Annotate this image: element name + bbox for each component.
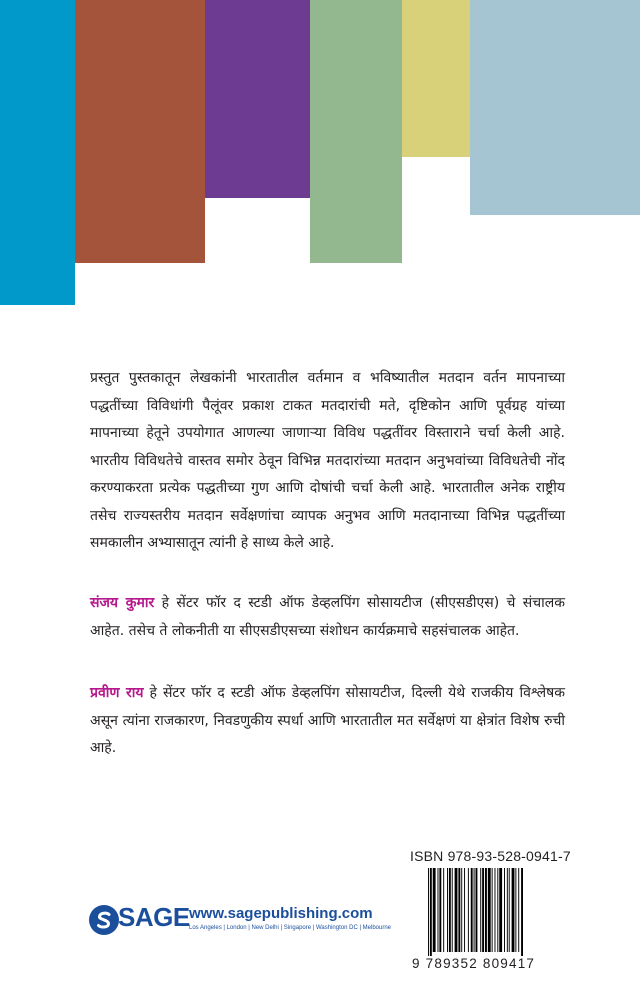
barcode-bar bbox=[499, 868, 502, 952]
sage-s-logo-icon bbox=[88, 904, 120, 936]
barcode-bar bbox=[497, 868, 498, 952]
author-bio-text-1: हे सेंटर फॉर द स्टडी ऑफ डेव्हलपिंग सोसायटीज (सीएसडीएस) चे संचालक आहेत. तसेच ते लोकनीती या सीएसडीएसच्या संशोधन कार्यक्रमाचे सहसंचालक आहेत. bbox=[90, 595, 565, 639]
barcode-bar bbox=[504, 868, 505, 952]
barcode-bar bbox=[488, 868, 491, 952]
isbn-label: ISBN 978-93-528-0941-7 bbox=[410, 848, 571, 864]
author-bio-2 bbox=[90, 680, 565, 763]
barcode-bar bbox=[521, 868, 523, 956]
barcode-bar bbox=[495, 868, 496, 952]
barcode-bar bbox=[468, 868, 469, 952]
barcode-bar bbox=[480, 868, 481, 952]
barcode-bar bbox=[507, 868, 508, 952]
barcode-bar bbox=[485, 868, 487, 952]
barcode bbox=[428, 868, 556, 956]
barcode-bar bbox=[458, 868, 460, 952]
color-bar-2 bbox=[75, 0, 205, 263]
color-bar-5 bbox=[402, 0, 470, 157]
barcode-bar bbox=[433, 868, 436, 952]
barcode-bar bbox=[428, 868, 429, 956]
color-bar-4 bbox=[310, 0, 402, 263]
author-name-2: प्रवीण राय bbox=[90, 685, 144, 701]
barcode-bar bbox=[430, 868, 432, 956]
color-bar-6 bbox=[470, 0, 640, 215]
color-bar-3 bbox=[205, 0, 310, 198]
barcode-bar bbox=[482, 868, 484, 952]
barcode-bar bbox=[461, 868, 462, 952]
barcode-bar bbox=[512, 868, 515, 952]
barcode-bar bbox=[455, 868, 458, 952]
publisher-cities: Los Angeles | London | New Delhi | Singapore | Washington DC | Melbourne bbox=[189, 925, 392, 931]
barcode-bar bbox=[443, 868, 444, 952]
author-bio-1 bbox=[90, 590, 565, 645]
barcode-bar bbox=[471, 868, 473, 952]
barcode-number: 9 789352 809417 bbox=[412, 956, 536, 971]
publisher-name: SAGE bbox=[118, 902, 190, 932]
barcode-bar bbox=[518, 868, 519, 952]
barcode-bar bbox=[515, 868, 516, 952]
barcode-bar bbox=[464, 868, 465, 952]
color-bar-1 bbox=[0, 0, 75, 305]
author-bio-text-2: हे सेंटर फॉर द स्टडी ऑफ डेव्हलपिंग सोसायटीज, दिल्ली येथे राजकीय विश्लेषक असून त्यांना राजकारण, निवडणुकीय स्पर्धा आणि भारतातील मत सर्वेक्षणं या क्षेत्रांत विशेष रुची आहे. bbox=[90, 685, 565, 756]
barcode-bar bbox=[452, 868, 453, 952]
barcode-bar bbox=[438, 868, 439, 952]
book-description: प्रस्तुत पुस्तकातून लेखकांनी भारतातील वर्तमान व भविष्यातील मतदान वर्तन मापनाच्या पद्धतींच्या विविधांगी पैलूंवर प्रकाश टाकत मतदारांची मते, दृष्टिकोन आणि पूर्वग्रह यांच्या मापनाच्या हेतूने उपयोगात आणल्या जाणाऱ्या विविध पद्धतींवर विस्ताराने चर्चा केली आहे. भारतीय विविधतेचे वास्तव समोर ठेवून विभिन्न मतदारांच्या मतदान अनुभवांच्या विविधतेची नोंद करण्याकरता प्रत्येक पद्धतीच्या गुण आणि दोषांची चर्चा केली आहे. भारतातील अनेक राष्ट्रीय तसेच राज्यस्तरीय मतदान सर्वेक्षणांचा व्यापक अनुभव आणि मतदानाच्या विभिन्न पद्धतींच्या समकालीन अभ्यासातून त्यांनी हे साध्य केले आहे. bbox=[90, 370, 565, 551]
author-name-1: संजय कुमार bbox=[90, 595, 155, 611]
barcode-bar bbox=[474, 868, 475, 952]
publisher-website[interactable]: www.sagepublishing.com bbox=[189, 905, 373, 922]
barcode-bar bbox=[439, 868, 441, 952]
barcode-bar bbox=[476, 868, 478, 952]
barcode-bar bbox=[492, 868, 493, 952]
barcode-bar bbox=[509, 868, 510, 952]
barcode-bar bbox=[447, 868, 448, 952]
barcode-bar bbox=[449, 868, 451, 952]
